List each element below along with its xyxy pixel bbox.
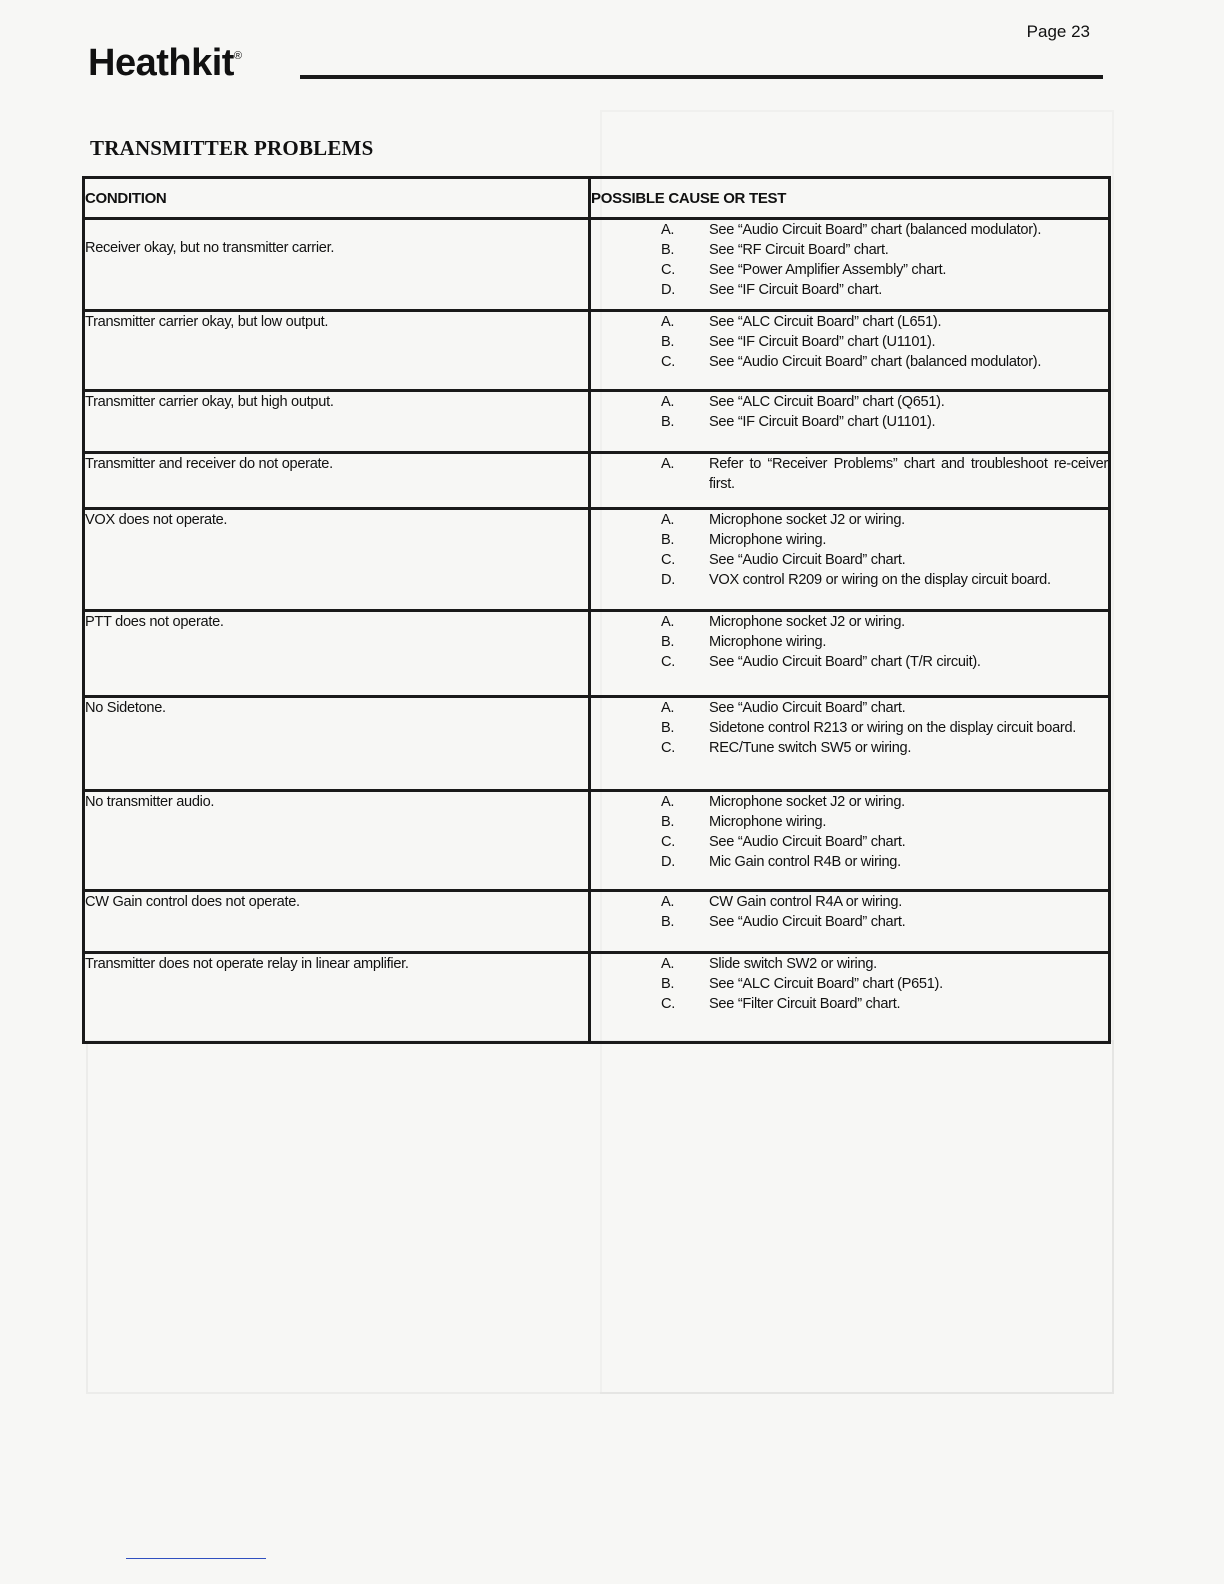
cause-letter: A. xyxy=(661,894,675,910)
cause-item xyxy=(591,738,1108,758)
cause-text: VOX control R209 or wiring on the display circuit board. xyxy=(709,572,1051,588)
table-row xyxy=(84,311,1110,391)
cause-letter: A. xyxy=(661,314,675,330)
cause-letter: A. xyxy=(661,394,675,410)
cause-item xyxy=(591,352,1108,372)
cause-letter: A. xyxy=(661,614,675,630)
cause-letter: A. xyxy=(661,512,675,528)
cause-item xyxy=(591,392,1108,412)
cause-letter: C. xyxy=(661,996,675,1012)
cause-item xyxy=(591,570,1108,590)
cause-item xyxy=(591,718,1108,738)
cause-text: See “ALC Circuit Board” chart (L651). xyxy=(709,314,942,330)
cause-cell xyxy=(590,311,1110,391)
cause-item xyxy=(591,994,1108,1014)
cause-text: See “IF Circuit Board” chart (U1101). xyxy=(709,334,936,350)
cause-item xyxy=(591,912,1108,932)
cause-text: See “IF Circuit Board” chart. xyxy=(709,282,882,298)
cause-letter: B. xyxy=(661,334,675,350)
cause-item xyxy=(591,892,1108,912)
table-row xyxy=(84,791,1110,891)
cause-letter: C. xyxy=(661,262,675,278)
cause-header: POSSIBLE CAUSE OR TEST xyxy=(590,178,1110,219)
cause-item xyxy=(591,312,1108,332)
cause-item xyxy=(591,652,1108,672)
cause-text: Slide switch SW2 or wiring. xyxy=(709,956,877,972)
cause-letter: C. xyxy=(661,552,675,568)
brand-logo xyxy=(88,42,242,85)
cause-text: Microphone wiring. xyxy=(709,634,827,650)
cause-text: Mic Gain control R4B or wiring. xyxy=(709,854,901,870)
cause-item xyxy=(591,974,1108,994)
cause-text: See “Filter Circuit Board” chart. xyxy=(709,996,901,1012)
cause-item xyxy=(591,852,1108,872)
cause-item xyxy=(591,550,1108,570)
cause-text: See “ALC Circuit Board” chart (P651). xyxy=(709,976,943,992)
cause-cell xyxy=(590,509,1110,611)
troubleshooting-table xyxy=(82,176,1111,1044)
cause-letter: B. xyxy=(661,634,675,650)
table-row xyxy=(84,611,1110,697)
table-row xyxy=(84,453,1110,509)
cause-text: See “Power Amplifier Assembly” chart. xyxy=(709,262,947,278)
page-number: Page 23 xyxy=(1026,22,1090,41)
footer-mark xyxy=(126,1558,266,1559)
brand-name: Heathkit xyxy=(88,42,234,84)
cause-letter: C. xyxy=(661,740,675,756)
cause-item xyxy=(591,332,1108,352)
cause-text: Microphone wiring. xyxy=(709,814,827,830)
cause-item xyxy=(591,454,1108,494)
cause-text: See “Audio Circuit Board” chart. xyxy=(709,834,906,850)
cause-letter: B. xyxy=(661,414,675,430)
cause-item xyxy=(591,698,1108,718)
cause-letter: B. xyxy=(661,532,675,548)
cause-item xyxy=(591,260,1108,280)
cause-letter: A. xyxy=(661,956,675,972)
cause-letter: B. xyxy=(661,242,675,258)
cause-text: Microphone wiring. xyxy=(709,532,827,548)
cause-text: Sidetone control R213 or wiring on the display circuit board. xyxy=(709,720,1077,736)
cause-item xyxy=(591,280,1108,300)
condition-cell: Transmitter carrier okay, but high output. xyxy=(84,391,590,453)
cause-cell xyxy=(590,219,1110,311)
table-row xyxy=(84,219,1110,311)
table-row xyxy=(84,509,1110,611)
cause-item xyxy=(591,530,1108,550)
cause-letter: C. xyxy=(661,834,675,850)
cause-text: See “Audio Circuit Board” chart (T/R circuit). xyxy=(709,654,981,670)
cause-text: Microphone socket J2 or wiring. xyxy=(709,794,905,810)
cause-cell xyxy=(590,791,1110,891)
cause-letter: C. xyxy=(661,654,675,670)
condition-cell: PTT does not operate. xyxy=(84,611,590,697)
cause-text: Microphone socket J2 or wiring. xyxy=(709,614,905,630)
table-body xyxy=(84,219,1110,1043)
table-row xyxy=(84,953,1110,1043)
cause-text: CW Gain control R4A or wiring. xyxy=(709,894,902,910)
condition-cell: Transmitter does not operate relay in linear amplifier. xyxy=(84,953,590,1043)
cause-item xyxy=(591,612,1108,632)
cause-letter: B. xyxy=(661,976,675,992)
cause-text: See “ALC Circuit Board” chart (Q651). xyxy=(709,394,945,410)
cause-cell xyxy=(590,891,1110,953)
cause-cell xyxy=(590,611,1110,697)
section-title: TRANSMITTER PROBLEMS xyxy=(90,136,374,160)
condition-header: CONDITION xyxy=(84,178,590,219)
registered-mark: ® xyxy=(233,50,242,62)
cause-item xyxy=(591,632,1108,652)
cause-text: Refer to “Receiver Problems” chart and troubleshoot re-ceiver first. xyxy=(709,456,1108,492)
condition-cell: VOX does not operate. xyxy=(84,509,590,611)
table-row xyxy=(84,891,1110,953)
condition-cell: No Sidetone. xyxy=(84,697,590,791)
condition-cell: Receiver okay, but no transmitter carrier. xyxy=(84,219,590,311)
cause-cell xyxy=(590,391,1110,453)
cause-cell xyxy=(590,953,1110,1043)
cause-text: See “Audio Circuit Board” chart. xyxy=(709,914,906,930)
condition-cell: Transmitter carrier okay, but low output. xyxy=(84,311,590,391)
cause-item xyxy=(591,812,1108,832)
bleed-through-frame-lower xyxy=(86,1040,1114,1394)
cause-letter: A. xyxy=(661,700,675,716)
cause-letter: C. xyxy=(661,354,675,370)
cause-item xyxy=(591,510,1108,530)
cause-text: Microphone socket J2 or wiring. xyxy=(709,512,905,528)
cause-item xyxy=(591,954,1108,974)
cause-item xyxy=(591,792,1108,812)
cause-letter: D. xyxy=(661,282,675,298)
cause-letter: B. xyxy=(661,914,675,930)
header-rule xyxy=(300,75,1103,79)
cause-text: See “Audio Circuit Board” chart. xyxy=(709,552,906,568)
table-header-row xyxy=(84,178,1110,219)
condition-cell: No transmitter audio. xyxy=(84,791,590,891)
cause-cell xyxy=(590,697,1110,791)
table-row xyxy=(84,391,1110,453)
cause-letter: A. xyxy=(661,222,675,238)
cause-item xyxy=(591,832,1108,852)
cause-letter: B. xyxy=(661,720,675,736)
cause-text: See “RF Circuit Board” chart. xyxy=(709,242,889,258)
condition-cell: Transmitter and receiver do not operate. xyxy=(84,453,590,509)
condition-cell: CW Gain control does not operate. xyxy=(84,891,590,953)
table-row xyxy=(84,697,1110,791)
cause-item xyxy=(591,412,1108,432)
cause-letter: D. xyxy=(661,572,675,588)
cause-letter: A. xyxy=(661,794,675,810)
cause-letter: D. xyxy=(661,854,675,870)
cause-cell xyxy=(590,453,1110,509)
cause-text: REC/Tune switch SW5 or wiring. xyxy=(709,740,912,756)
cause-letter: B. xyxy=(661,814,675,830)
cause-text: See “IF Circuit Board” chart (U1101). xyxy=(709,414,936,430)
cause-letter: A. xyxy=(661,456,675,472)
cause-text: See “Audio Circuit Board” chart (balanced modulator). xyxy=(709,222,1042,238)
cause-item xyxy=(591,220,1108,240)
cause-text: See “Audio Circuit Board” chart. xyxy=(709,700,906,716)
cause-text: See “Audio Circuit Board” chart (balanced modulator). xyxy=(709,354,1042,370)
cause-item xyxy=(591,240,1108,260)
